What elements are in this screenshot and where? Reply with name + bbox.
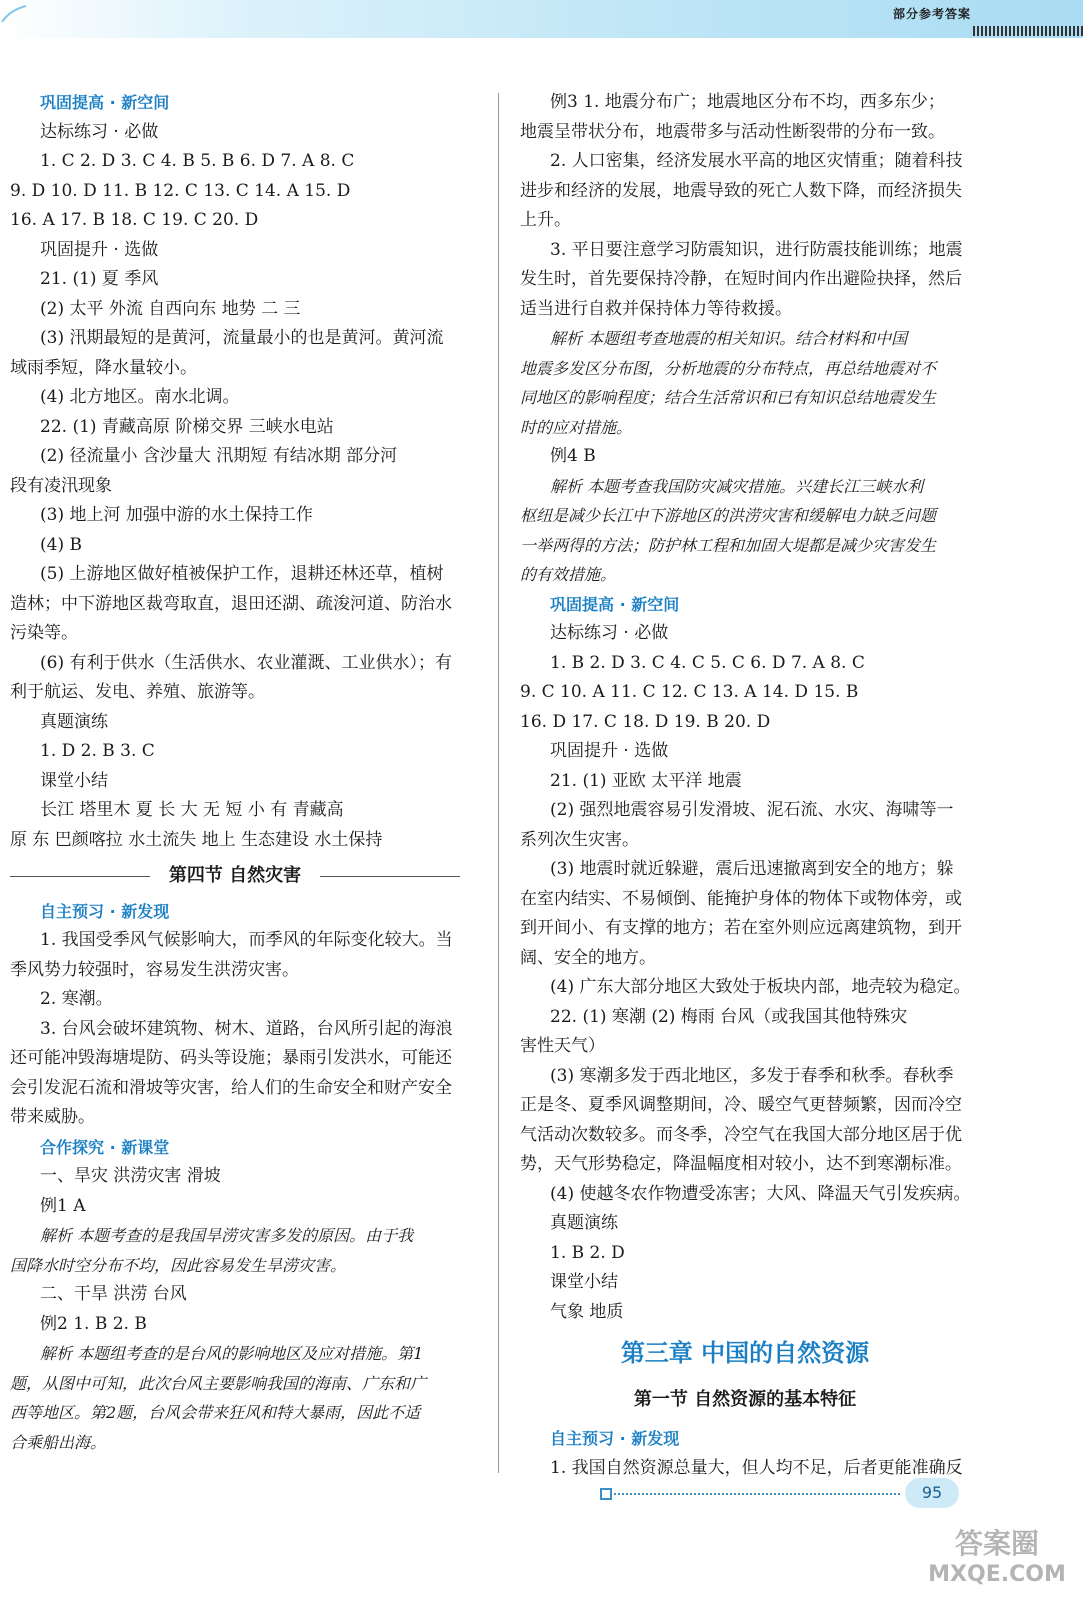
answer-line: 发生时，首先要保持冷静，在短时间内作出避险抉择，然后 — [520, 269, 962, 289]
answer-line: 3. 平日要注意学习防震知识，进行防震技能训练；地震 — [550, 239, 963, 260]
answer-line: 季风势力较强时，容易发生洪涝灾害。 — [10, 959, 299, 980]
explanation-line: 的有效措施。 — [520, 565, 617, 584]
explanation-line: 枢纽是减少长江中下游地区的洪涝灾害和缓解电力缺乏问题 — [520, 506, 937, 525]
answer-line: (3) 地震时就近躲避，震后迅速撤离到安全的地方；躲 — [550, 859, 954, 879]
section-heading: 合作探究 · 新课堂 — [40, 1137, 170, 1157]
subsection-label: 达标练习 · 必做 — [550, 623, 669, 643]
answer-line: 1. 我国受季风气候影响大，而季风的年际变化较大。当 — [40, 930, 453, 950]
watermark — [917, 1522, 1077, 1592]
subsection-label: 课堂小结 — [40, 770, 108, 791]
explanation-line: 题，从图中可知，此次台风主要影响我国的海南、广东和广 — [10, 1373, 427, 1393]
footer-dotted-line — [610, 1493, 900, 1497]
section-title: 第一节 自然资源的基本特征 — [633, 1388, 857, 1410]
answer-line: 阔、安全的地方。 — [520, 947, 656, 968]
header-title: 部分参考答案 — [892, 7, 971, 21]
chapter-title: 第三章 中国的自然资源 — [620, 1339, 870, 1367]
answer-line: 二、干旱 洪涝 台风 — [40, 1284, 187, 1304]
answer-line: 21. (1) 夏 季风 — [40, 269, 159, 289]
answer-line: 在室内结实、不易倾倒、能掩护身体的物体下或物体旁，或 — [520, 888, 962, 909]
section-heading: 自主预习 · 新发现 — [40, 901, 170, 921]
answer-line: 段有凌汛现象 — [10, 475, 112, 496]
answer-line: 21. (1) 亚欧 太平洋 地震 — [550, 770, 742, 791]
subsection-label: 真题演练 — [40, 711, 108, 732]
left-column — [10, 88, 460, 1457]
answer-line: 例2 1. B 2. B — [40, 1313, 147, 1334]
watermark-logo-text: 答案圈 — [954, 1527, 1039, 1560]
explanation-line: 西等地区。第2题，台风会带来狂风和特大暴雨，因此不适 — [10, 1403, 421, 1422]
answer-line: 会引发泥石流和滑坡等灾害，给人们的生命安全和财产安全 — [10, 1077, 452, 1098]
answer-line: 1. C 2. D 3. C 4. B 5. B 6. D 7. A 8. C — [40, 151, 355, 171]
answer-line: (4) 广东大部分地区大致处于板块内部，地壳较为稳定。 — [550, 977, 971, 997]
answer-line: 带来威胁。 — [10, 1107, 95, 1127]
answer-line: 气象 地质 — [550, 1301, 624, 1322]
answer-line: (3) 汛期最短的是黄河，流量最小的也是黄河。黄河流 — [40, 328, 444, 348]
answer-line: 22. (1) 青藏高原 阶梯交界 三峡水电站 — [40, 416, 334, 437]
answer-line: (4) 北方地区。南水北调。 — [40, 387, 240, 407]
answer-line: 上升。 — [520, 210, 571, 230]
explanation-line: 一举两得的方法；防护林工程和加固大堤都是减少灾害发生 — [520, 535, 937, 555]
answer-line: 1. B 2. D — [550, 1242, 625, 1263]
explanation-line: 解析 本题组考查地震的相关知识。结合材料和中国 — [550, 329, 908, 348]
explanation-line: 国降水时空分布不均，因此容易发生旱涝灾害。 — [10, 1255, 347, 1275]
answer-line: (4) 使越冬农作物遭受冻害；大风、降温天气引发疾病。 — [550, 1183, 971, 1204]
section-title-text: 第四节 自然灾害 — [168, 865, 302, 886]
explanation-line: 合乘船出海。 — [10, 1432, 107, 1452]
answer-line: (5) 上游地区做好植被保护工作，退耕还林还草，植树 — [40, 564, 444, 584]
page-header-band — [0, 0, 1083, 38]
answer-line: 适当进行自救并保持体力等待救援。 — [520, 298, 792, 319]
section-heading: 巩固提高 · 新空间 — [40, 93, 170, 112]
answer-line: 1. D 2. B 3. C — [40, 741, 155, 761]
explanation-line: 解析 本题考查的是我国旱涝灾害多发的原因。由于我 — [40, 1226, 414, 1245]
answer-line: 2. 人口密集，经济发展水平高的地区灾情重；随着科技 — [550, 151, 963, 171]
section-title — [10, 861, 460, 891]
right-column — [520, 88, 970, 1483]
answer-line: 势，天气形势稳定，降温幅度相对较小，达不到寒潮标准。 — [520, 1154, 962, 1174]
answer-line: 9. C 10. A 11. C 12. C 13. A 14. D 15. B — [520, 682, 859, 702]
subsection-label: 巩固提升 · 选做 — [550, 741, 669, 761]
subsection-label: 达标练习 · 必做 — [40, 121, 159, 142]
section-heading: 自主预习 · 新发现 — [550, 1429, 680, 1448]
explanation-line: 解析 本题组考查的是台风的影响地区及应对措施。第1 — [40, 1344, 424, 1363]
answer-line: 2. 寒潮。 — [40, 989, 113, 1009]
answer-line: 地震呈带状分布，地震带多与活动性断裂带的分布一致。 — [520, 121, 945, 142]
section-heading: 巩固提高 · 新空间 — [550, 594, 680, 614]
header-barcode-decoration — [973, 26, 1083, 36]
answer-line: 利于航运、发电、养殖、旅游等。 — [10, 682, 265, 702]
answer-line: (3) 地上河 加强中游的水土保持工作 — [40, 505, 313, 525]
answer-line: 16. A 17. B 18. C 19. C 20. D — [10, 210, 259, 230]
answer-line: 3. 台风会破坏建筑物、树木、道路，台风所引起的海浪 — [40, 1018, 453, 1039]
explanation-line: 同地区的影响程度；结合生活常识和已有知识总结地震发生 — [520, 388, 937, 407]
answer-line: (2) 太平 外流 自西向东 地势 二 三 — [40, 298, 301, 319]
answer-line: 例1 A — [40, 1195, 86, 1216]
answer-line: 1. B 2. D 3. C 4. C 5. C 6. D 7. A 8. C — [550, 652, 865, 673]
column-divider — [498, 93, 499, 1473]
answer-line: 一、旱灾 洪涝灾害 滑坡 — [40, 1166, 221, 1186]
answer-line: 原 东 巴颜喀拉 水土流失 地上 生态建设 水土保持 — [10, 829, 383, 850]
subsection-label: 真题演练 — [550, 1213, 618, 1233]
answer-line: (3) 寒潮多发于西北地区，多发于春季和秋季。春秋季 — [550, 1065, 954, 1086]
answer-line: 污染等。 — [10, 623, 78, 643]
answer-line: 例3 1. 地震分布广；地震地区分布不均，西多东少； — [550, 92, 945, 112]
answer-line: 到开间小、有支撑的地方；若在室外则应远离建筑物，到开 — [520, 918, 962, 938]
watermark-url: MXQE.COM — [928, 1562, 1066, 1587]
explanation-line: 时的应对措施。 — [520, 417, 633, 437]
answer-line: (2) 径流量小 含沙量大 汛期短 有结冰期 部分河 — [40, 446, 398, 466]
explanation-line: 地震多发区分布图，分析地震的分布特点，再总结地震对不 — [520, 358, 937, 378]
answer-line: 长江 塔里木 夏 长 大 无 短 小 有 青藏高 — [40, 800, 344, 820]
subsection-label: 课堂小结 — [550, 1272, 618, 1292]
explanation-line: 解析 本题考查我国防灾减灾措施。兴建长江三峡水利 — [550, 476, 924, 496]
answer-line: (4) B — [40, 534, 82, 555]
answer-line: 气活动次数较多。而冬季，冷空气在我国大部分地区居于优 — [520, 1124, 962, 1145]
answer-line: (2) 强烈地震容易引发滑坡、泥石流、水灾、海啸等一 — [550, 800, 954, 820]
answer-line: 还可能冲毁海塘堤防、码头等设施；暴雨引发洪水，可能还 — [10, 1048, 452, 1068]
answer-line: (6) 有利于供水（生活供水、农业灌溉、工业供水）；有 — [40, 652, 452, 673]
answer-line: 害性天气） — [520, 1036, 605, 1056]
header-swoosh-icon — [0, 0, 30, 30]
section-rule-right — [320, 876, 460, 877]
answer-line: 系列次生灾害。 — [520, 829, 639, 850]
answer-line: 域雨季短，降水量较小。 — [10, 357, 197, 378]
section-rule-left — [10, 876, 150, 877]
answer-line: 9. D 10. D 11. B 12. C 13. C 14. A 15. D — [10, 180, 351, 201]
page-number: 95 — [905, 1478, 959, 1508]
answer-line: 22. (1) 寒潮 (2) 梅雨 台风（或我国其他特殊灾 — [550, 1006, 908, 1027]
answer-line: 1. 我国自然资源总量大，但人均不足，后者更能准确反 — [550, 1457, 963, 1478]
answer-line: 例4 B — [550, 446, 596, 466]
answer-line: 进步和经济的发展，地震导致的死亡人数下降，而经济损失 — [520, 180, 962, 201]
subsection-label: 巩固提升 · 选做 — [40, 239, 159, 260]
answer-line: 正是冬、夏季风调整期间，冷、暖空气更替频繁，因而冷空 — [520, 1095, 962, 1115]
answer-line: 造林；中下游地区裁弯取直，退田还湖、疏浚河道、防治水 — [10, 593, 452, 614]
answer-line: 16. D 17. C 18. D 19. B 20. D — [520, 711, 771, 732]
